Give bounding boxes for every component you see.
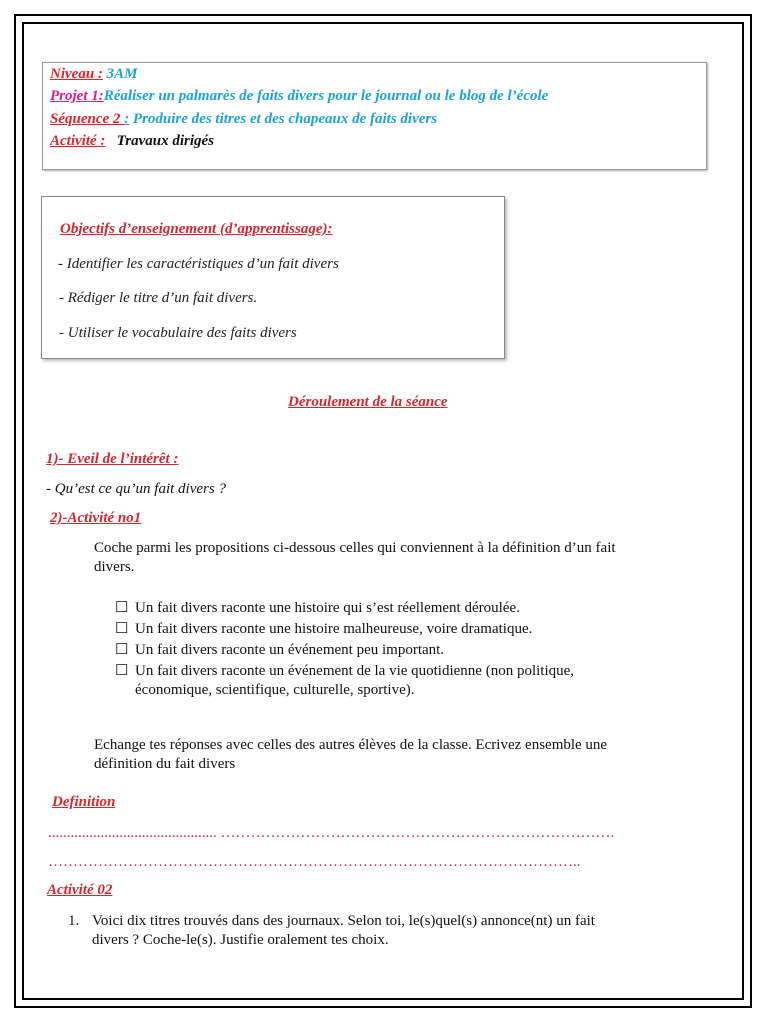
activity2-item-number: 1.: [68, 913, 80, 929]
option-label: Un fait divers raconte un événement peu important.: [135, 642, 445, 658]
definition-title: Definition: [52, 794, 116, 810]
checkbox-icon[interactable]: ☐: [115, 642, 129, 658]
exchange-line1: Echange tes réponses avec celles des autres élèves de la classe. Ecrivez ensemble une: [94, 737, 608, 753]
objective-item: - Utiliser le vocabulaire des faits divers: [59, 325, 297, 341]
section2-instruction-line2: divers.: [94, 559, 135, 575]
activity2-title: Activité 02: [47, 882, 113, 898]
definition-dots-line1: ............................................. …………………………………………………………………….: [48, 825, 615, 841]
activite-label: Activité :: [50, 133, 106, 149]
sequence-colon: :: [124, 111, 130, 127]
projet-label: Projet 1:: [50, 88, 104, 104]
section1-title: 1)- Eveil de l’intérêt :: [46, 451, 179, 467]
objective-item: - Rédiger le titre d’un fait divers.: [59, 290, 258, 306]
option-row[interactable]: [115, 661, 574, 680]
objectives-title: Objectifs d’enseignement (d’apprentissage):: [60, 221, 333, 237]
projet-line: [50, 88, 548, 105]
checkbox-icon[interactable]: ☐: [115, 600, 129, 616]
section2-instruction-line1: Coche parmi les propositions ci-dessous celles qui conviennent à la définition d’un fait: [94, 540, 616, 556]
sequence-label: Séquence 2: [50, 111, 125, 127]
sequence-line: [50, 111, 437, 128]
section2-title: 2)-Activité no1: [50, 510, 142, 526]
option-label: Un fait divers raconte un événement de la vie quotidienne (non politique,: [135, 663, 575, 679]
niveau-label: Niveau :: [50, 66, 103, 82]
exchange-line2: définition du fait divers: [94, 756, 236, 772]
deroulement-title: Déroulement de la séance: [288, 394, 448, 410]
objective-item: - Identifier les caractéristiques d’un fait divers: [58, 256, 339, 272]
activite-line: [50, 133, 214, 150]
niveau-line: [50, 66, 138, 83]
option-row[interactable]: [115, 619, 532, 638]
definition-dots-line2: ……………………………………………………………………………………………..: [48, 854, 581, 870]
checkbox-icon[interactable]: ☐: [115, 663, 129, 679]
activity2-item-line2: divers ? Coche-le(s). Justifie oralement tes choix.: [92, 932, 389, 948]
niveau-value: 3AM: [102, 66, 138, 82]
option-label: Un fait divers raconte une histoire qui s’est réellement déroulée.: [135, 600, 520, 616]
checkbox-icon[interactable]: ☐: [115, 621, 129, 637]
activity2-item-line1: Voici dix titres trouvés dans des journaux. Selon toi, le(s)quel(s) annonce(nt) un fait: [92, 913, 595, 929]
option-label: Un fait divers raconte une histoire malheureuse, voire dramatique.: [135, 621, 533, 637]
option-row[interactable]: [115, 640, 444, 659]
sequence-value: Produire des titres et des chapeaux de faits divers: [129, 111, 438, 127]
section1-question: - Qu’est ce qu’un fait divers ?: [46, 481, 226, 497]
projet-value: Réaliser un palmarès de faits divers pour le journal ou le blog de l’école: [103, 88, 549, 104]
option-continued: économique, scientifique, culturelle, sportive).: [135, 682, 415, 698]
activite-value: Travaux dirigés: [116, 133, 215, 149]
option-row[interactable]: [115, 598, 520, 617]
